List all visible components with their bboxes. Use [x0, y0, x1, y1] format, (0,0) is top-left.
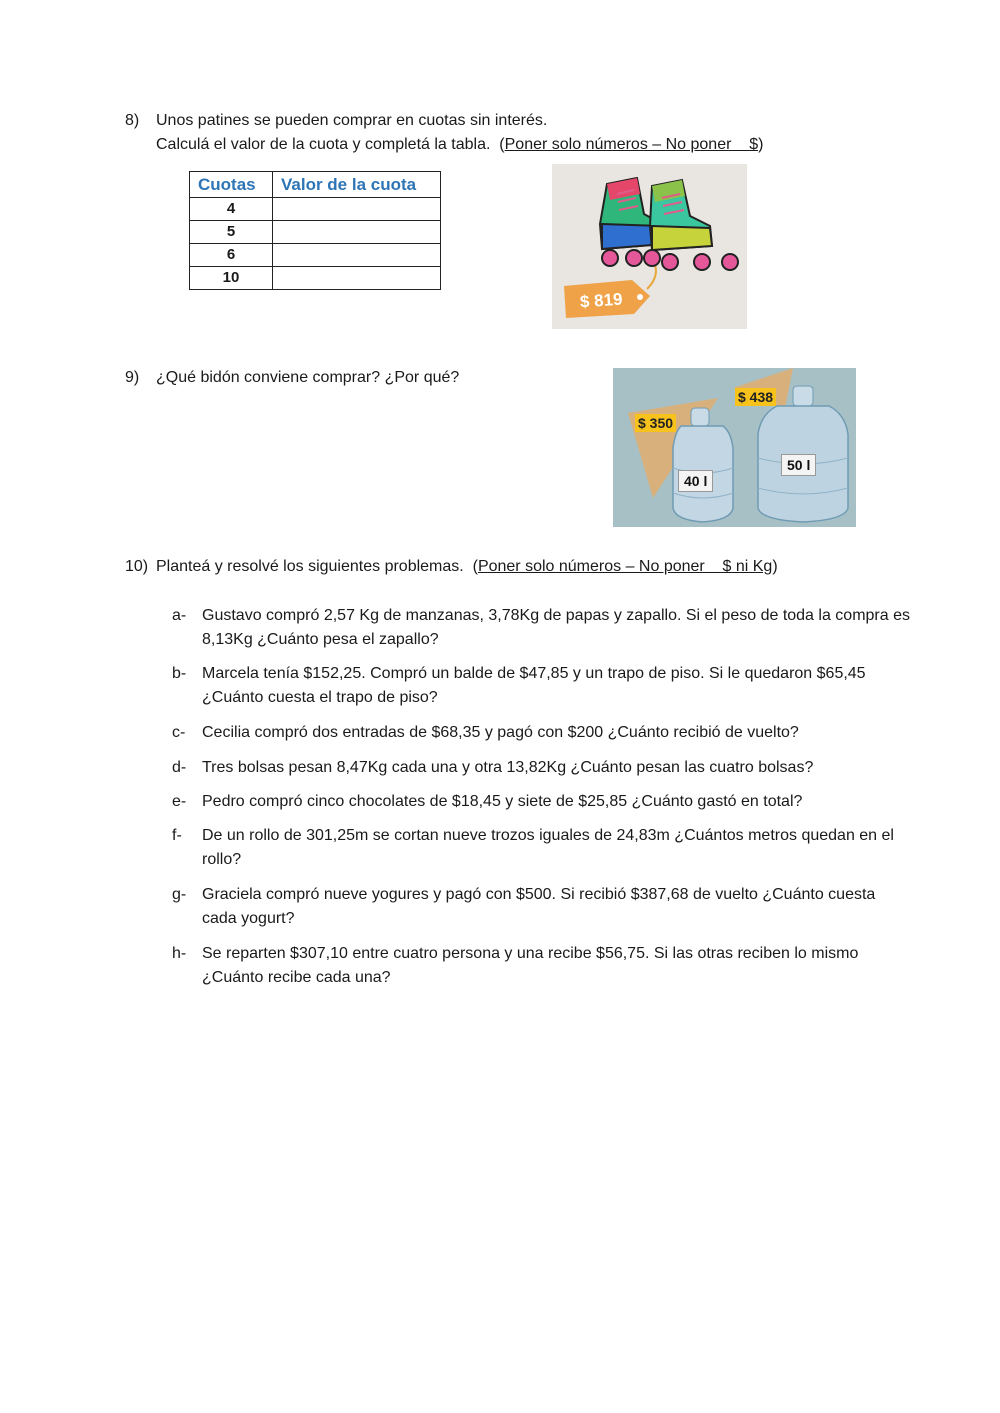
problem-text: De un rollo de 301,25m se cortan nueve trozos iguales de 24,83m ¿Cuántos metros quedan en el rollo?: [202, 827, 894, 868]
water-jugs-image: [613, 368, 856, 527]
table-row: [190, 244, 441, 267]
small-jug-price: $ 350: [635, 414, 676, 432]
problem-letter: b-: [172, 665, 187, 682]
valor-cuota-cell[interactable]: [273, 198, 441, 221]
valor-cuota-cell[interactable]: [273, 221, 441, 244]
q8-statement: Unos patines se pueden comprar en cuotas sin interés.: [156, 112, 548, 129]
problem-text: Tres bolsas pesan 8,47Kg cada una y otra 13,82Kg ¿Cuánto pesan las cuatro bolsas?: [202, 759, 814, 776]
problem-text: Gustavo compró 2,57 Kg de manzanas, 3,78Kg de papas y zapallo. Si el peso de toda la compra es 8,13Kg ¿Cuánto pesa el zapallo?: [202, 607, 910, 648]
big-jug-volume: 50 l: [781, 454, 816, 476]
table-row: [190, 267, 441, 290]
q8-number: 8): [125, 112, 140, 129]
problem-text: Se reparten $307,10 entre cuatro persona y una recibe $56,75. Si las otras reciben lo mismo ¿Cuánto recibe cada una?: [202, 945, 859, 986]
problem-letter: g-: [172, 886, 187, 903]
cuotas-cell: 4: [190, 198, 273, 221]
big-jug-price: $ 438: [735, 388, 776, 406]
cuotas-table: [189, 171, 441, 290]
header-valor-cuota: Valor de la cuota: [273, 172, 441, 198]
q10-paren-open: (: [472, 558, 478, 575]
problem-letter: a-: [172, 607, 187, 624]
q10-paren-close: ): [772, 558, 778, 575]
header-cuotas: Cuotas: [190, 172, 273, 198]
q10-instruction-line: [156, 556, 778, 578]
small-jug-volume: 40 l: [678, 470, 713, 492]
problem-letter: f-: [172, 827, 182, 844]
q10-number: 10): [125, 558, 149, 575]
q8-task: Calculá el valor de la cuota y completá la tabla.: [156, 136, 491, 153]
valor-cuota-cell[interactable]: [273, 267, 441, 290]
q9-number: 9): [125, 369, 140, 386]
problem-text: Graciela compró nueve yogures y pagó con $500. Si recibió $387,68 de vuelto ¿Cuánto cuesta cada yogurt?: [202, 886, 876, 927]
cuotas-cell: 5: [190, 221, 273, 244]
q8-instruction-line: [156, 134, 763, 156]
q10-answer-format-note: Poner solo números – No poner $ ni Kg: [477, 558, 773, 575]
roller-skates-image: [552, 164, 747, 329]
table-row: [190, 221, 441, 244]
problem-letter: c-: [172, 724, 186, 741]
problem-letter: d-: [172, 759, 187, 776]
table-header-row: [190, 172, 441, 198]
skates-price-tag: $ 819: [579, 289, 624, 312]
q9-question: ¿Qué bidón conviene comprar? ¿Por qué?: [156, 369, 460, 386]
cuotas-cell: 10: [190, 267, 273, 290]
problem-letter: e-: [172, 793, 187, 810]
valor-cuota-cell[interactable]: [273, 244, 441, 267]
problem-text: Pedro compró cinco chocolates de $18,45 y siete de $25,85 ¿Cuánto gastó en total?: [202, 793, 803, 810]
cuotas-cell: 6: [190, 244, 273, 267]
q8-paren-open: (: [499, 136, 505, 153]
problem-text: Marcela tenía $152,25. Compró un balde de $47,85 y un trapo de piso. Si le quedaron $65,45 ¿Cuánto cuesta el trapo de piso?: [202, 665, 866, 706]
table-row: [190, 198, 441, 221]
q10-statement: Planteá y resolvé los siguientes problemas.: [156, 558, 464, 575]
q8-paren-close: ): [758, 136, 764, 153]
problem-text: Cecilia compró dos entradas de $68,35 y pagó con $200 ¿Cuánto recibió de vuelto?: [202, 724, 799, 741]
q8-answer-format-note: Poner solo números – No poner $: [504, 136, 759, 153]
problem-letter: h-: [172, 945, 187, 962]
